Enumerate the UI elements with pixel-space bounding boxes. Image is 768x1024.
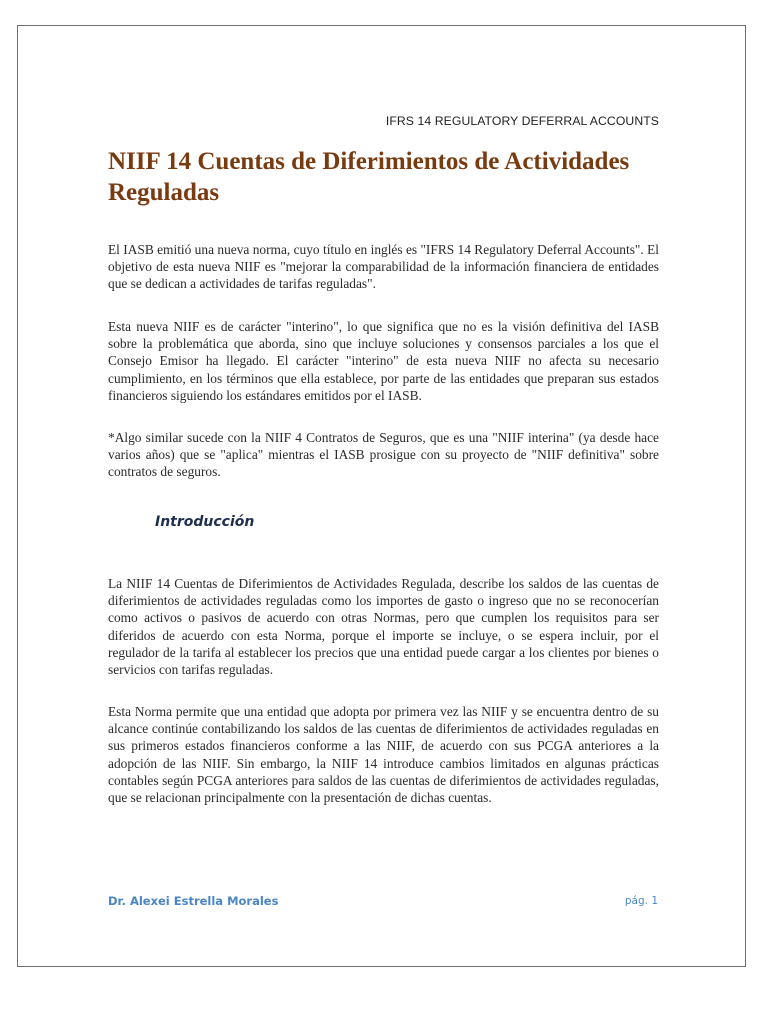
footer-page-number: pág. 1 — [624, 895, 658, 907]
paragraph-first-time-adoption: Esta Norma permite que una entidad que adopta por primera vez las NIIF y se encuentra dentro de su alcance continúe contabilizando los saldos de las cuentas de diferimientos de actividades reguladas en sus primeros estados financieros conforme a las NIIF, de acuerdo con sus PCGA anteriores a la adopción de las NIIF. Sin embargo, la NIIF 14 introduce cambios limitados en algunas prácticas contables según PCGA anteriores para saldos de las cuentas de diferimientos de actividades reguladas, que se relacionan principalmente con la presentación de dichas cuentas. — [108, 704, 659, 806]
section-heading-introduccion: Introducción — [155, 514, 255, 530]
footer-author: Dr. Alexei Estrella Morales — [108, 894, 279, 908]
paragraph-interim-character: Esta nueva NIIF es de carácter "interino", lo que significa que no es la visión definitiva del IASB sobre la problemática que aborda, sino que incluye soluciones y consensos parciales a los que el Consejo Emisor ha llegado. El carácter "interino" de esta nueva NIIF no afecta su necesario cumplimiento, en los términos que ella establece, por parte de las entidades que preparan sus estados financieros siguiendo los estándares emitidos por el IASB. — [108, 319, 659, 403]
paragraph-niif4-note: *Algo similar sucede con la NIIF 4 Contratos de Seguros, que es una "NIIF interina" (ya desde hace varios años) que se "aplica" mientras el IASB prosigue con su proyecto de "NIIF definitiva" sobre contratos de seguros. — [108, 430, 659, 480]
document-title: NIIF 14 Cuentas de Diferimientos de Actividades Reguladas — [108, 148, 630, 206]
paragraph-niif14-description: La NIIF 14 Cuentas de Diferimientos de Actividades Regulada, describe los saldos de las cuentas de diferimientos de actividades reguladas como los importes de gasto o ingreso que no se reconocerían como activos o pasivos de acuerdo con otras Normas, pero que cumplen los requisitos para ser diferidos de acuerdo con esta Norma, porque el importe se incluye, o se espera incluir, por el regulador de la tarifa al establecer los precios que una entidad puede cargar a los clientes por bienes o servicios con tarifas reguladas. — [108, 576, 659, 678]
paragraph-iasb-intro: El IASB emitió una nueva norma, cuyo título en inglés es "IFRS 14 Regulatory Deferral Accounts". El objetivo de esta nueva NIIF es "mejorar la comparabilidad de la información financiera de entidades que se dedican a actividades de tarifas reguladas". — [108, 242, 659, 292]
running-header: IFRS 14 REGULATORY DEFERRAL ACCOUNTS — [385, 114, 659, 128]
